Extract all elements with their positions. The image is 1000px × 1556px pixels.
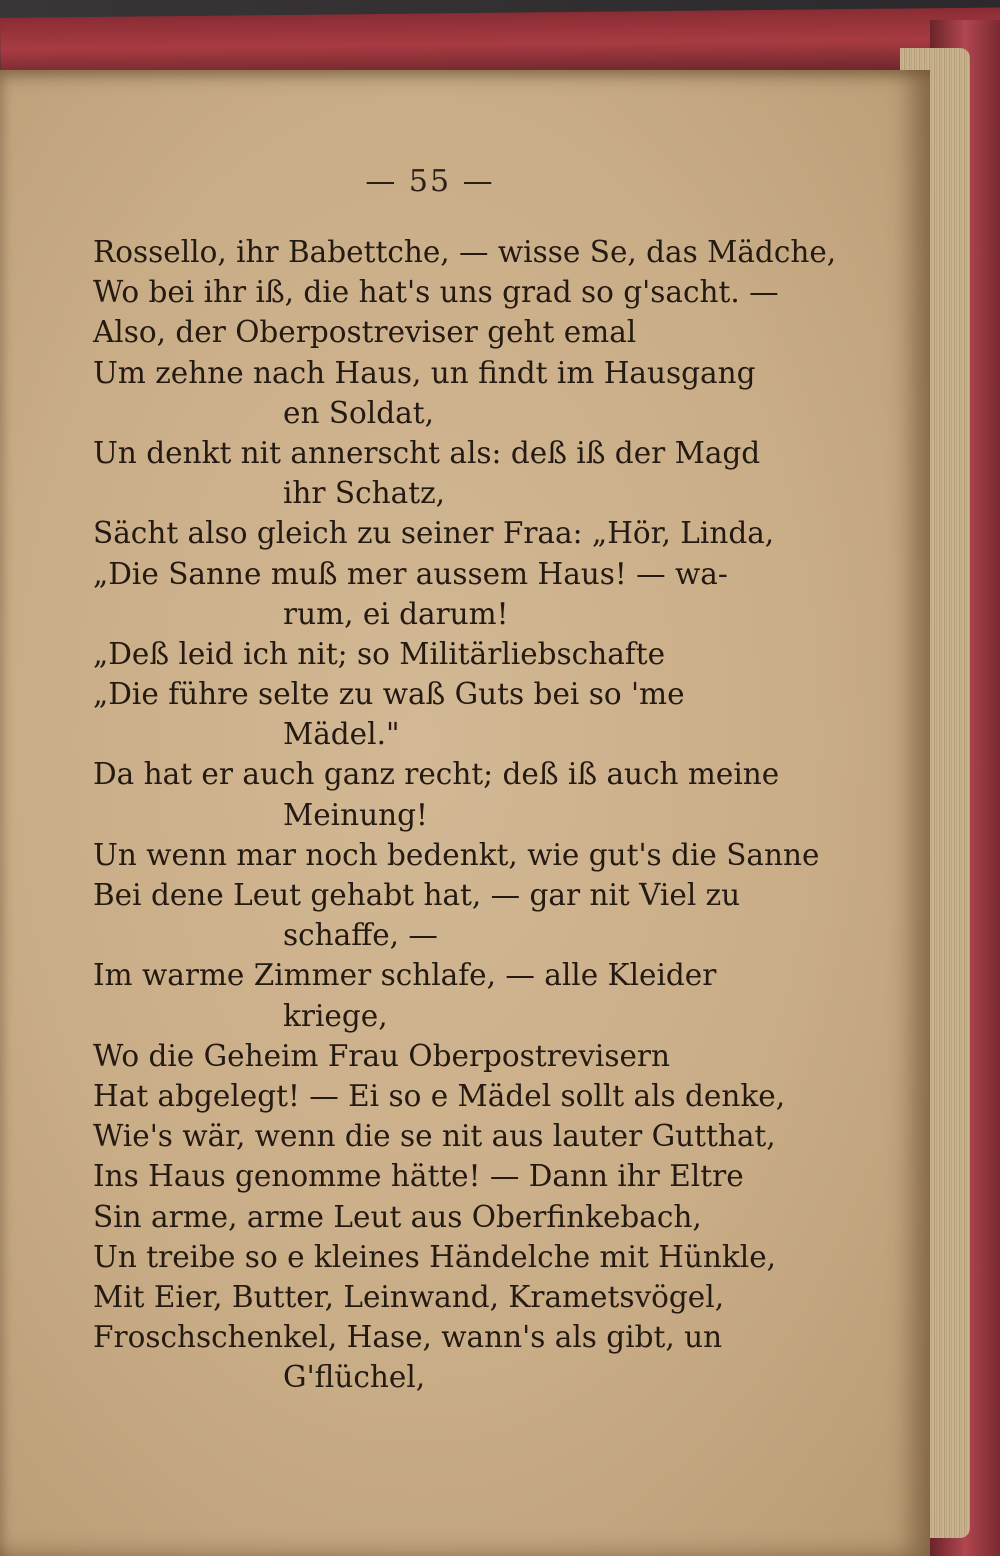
poem-line-continuation: kriege, [283,998,388,1033]
poem-line: Mit Eier, Butter, Leinwand, Krametsvögel, [93,1279,725,1314]
poem-line: „Die führe selte zu waß Guts bei so 'me [93,677,685,712]
poem-line: Sächt also gleich zu seiner Fraa: „Hör, Linda, [93,516,775,551]
poem-line: Sin arme, arme Leut aus Oberfinkebach, [93,1199,702,1234]
poem-line-continuation: ihr Schatz, [283,476,446,511]
poem-line-continuation: rum, ei darum! [283,596,509,631]
poem-line: Un wenn mar noch bedenkt, wie gut's die Sanne [93,837,820,872]
poem-text [93,232,837,1397]
poem-line: Un denkt nit annerscht als: deß iß der Magd [93,435,761,470]
poem-line-continuation: G'flüchel, [283,1360,426,1395]
poem-line: Rossello, ihr Babettche, — wisse Se, das Mädche, [93,235,837,269]
poem-line: Also, der Oberpostreviser geht emal [93,315,637,350]
poem-line-continuation: schaffe, — [283,918,438,953]
poem-line-continuation: en Soldat, [283,395,434,430]
poem-line: Da hat er auch ganz recht; deß iß auch meine [93,757,780,792]
poem-line: Hat abgelegt! — Ei so e Mädel sollt als denke, [93,1078,786,1113]
poem-line: Im warme Zimmer schlafe, — alle Kleider [93,958,717,993]
poem-line: Ins Haus genomme hätte! — Dann ihr Eltre [93,1159,744,1194]
poem-line: Un treibe so e kleines Händelche mit Hünkle, [93,1239,777,1274]
poem-line: Froschschenkel, Hase, wann's als gibt, un [93,1320,723,1355]
poem-line: Bei dene Leut gehabt hat, — gar nit Viel zu [93,878,741,912]
poem-line: Um zehne nach Haus, un findt im Hausgang [93,355,756,390]
poem-line-continuation: Meinung! [283,797,428,832]
page-number: — 55 — [365,164,495,199]
poem-line: „Deß leid ich nit; so Militärliebschafte [93,636,666,671]
poem-line: Wo bei ihr iß, die hat's uns grad so g'sacht. — [93,275,779,310]
poem-line: Wie's wär, wenn die se nit aus lauter Gutthat, [93,1119,776,1154]
poem-line: Wo die Geheim Frau Oberpostrevisern [93,1038,671,1073]
poem-line-continuation: Mädel." [283,717,400,752]
poem-line: „Die Sanne muß mer aussem Haus! — wa- [93,556,728,591]
